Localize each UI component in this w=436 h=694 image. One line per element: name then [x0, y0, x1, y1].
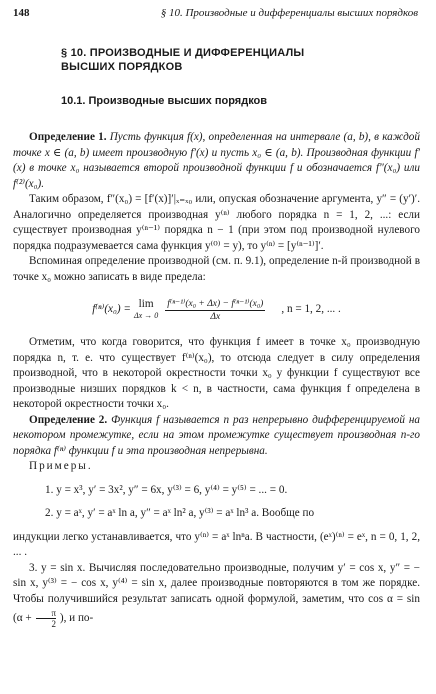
formula-limit [134, 299, 158, 321]
subsection-heading: 10.1. Производные высших порядков [61, 95, 268, 107]
pi-denominator: 2 [51, 619, 57, 629]
formula-lim-word: lim [138, 298, 154, 310]
pi-numerator: π [36, 608, 57, 619]
example-2-continuation: индукции легко устанавливается, что y⁽ⁿ⁾ = aˣ lnⁿa. В частности, (eˣ)⁽ⁿ⁾ = eˣ, n = 0, 1, 2, ... . [13, 530, 420, 558]
formula-numerator: f⁽ⁿ⁻¹⁾(x₀ + Δx) − f⁽ⁿ⁻¹⁾(x₀) [167, 298, 264, 309]
formula-fraction [165, 298, 265, 323]
section-heading-line1: § 10. ПРОИЗВОДНЫЕ И ДИФФЕРЕНЦИАЛЫ [61, 47, 305, 59]
definition-2-text: Функция f называется n раз непрерывно дифференцируемой на некотором промежутке, если на этом промежутке существует производная n-го порядка f⁽ⁿ⁾ функции f и эта производная непрерывна. [13, 413, 420, 457]
limit-intro-paragraph: Вспоминая определение производной (см. п. 9.1), определение n-й производной в точке x₀ можно записать в виде предела: [13, 255, 420, 283]
definition-2 [13, 413, 420, 460]
formula-denominator: Δx [210, 311, 221, 322]
pi-over-two-fraction [35, 607, 58, 630]
definition-1-label: Определение 1. [29, 131, 107, 143]
formula-range: , n = 1, 2, ... . [281, 303, 341, 316]
page-number: 148 [13, 7, 30, 19]
remark-paragraph: Отметим, что когда говорится, что функция f имеет в точке x₀ производную порядка n, т. е. что существует f⁽ⁿ⁾(x₀), то отсюда следует в силу определения производной, что в некоторой окрестности точки x₀ у функции f существуют все производные низших порядков k < n, в частности, сама функция f определена в некоторой окрестности точки x₀. [13, 336, 420, 410]
definition-1 [13, 130, 420, 192]
formula-lhs: f⁽ⁿ⁾(x₀) = [92, 303, 131, 316]
example-3 [13, 561, 420, 631]
definition-1-text: Пусть функция f(x), определенная на интервале (a, b), в каждой точке x ∈ (a, b) имеет производную f′(x) и пусть x₀ ∈ (a, b). Производная функции f′(x) в точке x₀ называется второй производной функции f и обозначается f″(x₀) или f⁽²⁾(x₀). [13, 131, 420, 190]
examples-label: Примеры. [29, 460, 93, 472]
example-1: 1. y = x³, y′ = 3x², y″ = 6x, y⁽³⁾ = 6, y⁽⁴⁾ = y⁽⁵⁾ = ... = 0. [45, 483, 288, 496]
example-3-open: (α + [13, 612, 32, 625]
nth-derivative-limit-formula [13, 289, 420, 331]
example-3-close: ), и по- [59, 612, 94, 625]
running-head [13, 6, 420, 22]
formula-lim-subscript: Δx → 0 [133, 311, 159, 320]
definition-2-label: Определение 2. [29, 413, 108, 426]
notation-paragraph: Таким образом, f″(x₀) = [f′(x)]′|ₓ₌ₓ₀ или, опуская обозначение аргумента, y″ = (y′)′. Аналогично определяется производная y⁽ⁿ⁾ любого порядка n = 1, 2, ...: если существует производная y⁽ⁿ⁻¹⁾ порядка n − 1 (при этом под производной нулевого порядка подразумевается сама функция y⁽⁰⁾ = y), то y⁽ⁿ⁾ = [y⁽ⁿ⁻¹⁾]′. [13, 193, 420, 252]
section-heading-line2: ВЫСШИХ ПОРЯДКОВ [61, 61, 183, 73]
section-heading [61, 46, 420, 74]
running-title: § 10. Производные и дифференциалы высших порядков [160, 7, 418, 19]
example-2: 2. y = aˣ, y′ = aˣ ln a, y″ = aˣ ln² a, y⁽³⁾ = aˣ ln³ a. Вообще по [45, 507, 315, 519]
example-3-text: 3. y = sin x. Вычисляя последовательно производные, получим y′ = cos x, y″ = − sin x, y⁽³⁾ = − cos x, y⁽⁴⁾ = sin x, далее производные повторяются в том же порядке. Чтобы получившийся результат записать одной формулой, заметим, что cos α = sin [13, 561, 420, 605]
